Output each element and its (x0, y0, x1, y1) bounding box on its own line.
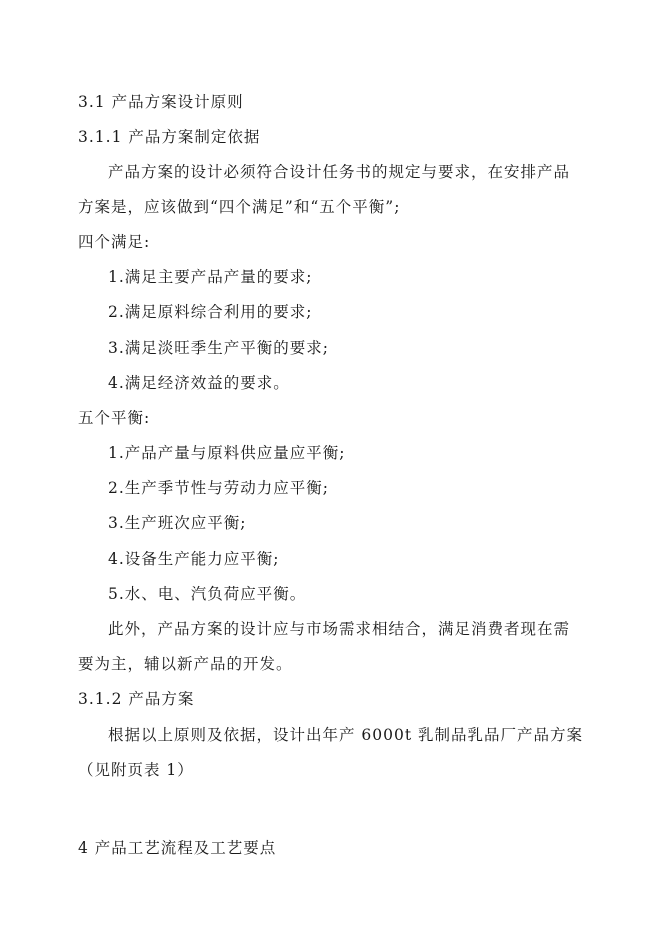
five-balance-label: 五个平衡: (78, 409, 151, 427)
list-item: 3.生产班次应平衡; (108, 514, 247, 532)
list-item: 2.满足原料综合利用的要求; (108, 303, 313, 321)
paragraph-line: 方案是，应该做到“四个满足”和“五个平衡”; (78, 198, 401, 216)
section-4-heading: 4 产品工艺流程及工艺要点 (78, 839, 277, 857)
paragraph-line: 根据以上原则及依据，设计出年产 6000t 乳制品乳品厂产品方案 (108, 726, 584, 744)
section-3-1-2-heading: 3.1.2 产品方案 (78, 690, 195, 708)
section-3-1-1-heading: 3.1.1 产品方案制定依据 (78, 128, 261, 146)
list-item: 2.生产季节性与劳动力应平衡; (108, 479, 330, 497)
paragraph-line: （见附页表 1） (78, 761, 194, 779)
list-item: 4.设备生产能力应平衡; (108, 550, 280, 568)
section-3-1-heading: 3.1 产品方案设计原则 (78, 93, 244, 111)
list-item: 1.产品产量与原料供应量应平衡; (108, 444, 346, 462)
paragraph-line: 此外，产品方案的设计应与市场需求相结合，满足消费者现在需 (108, 620, 571, 638)
paragraph-line: 要为主，辅以新产品的开发。 (78, 655, 293, 673)
list-item: 5.水、电、汽负荷应平衡。 (108, 585, 307, 603)
list-item: 4.满足经济效益的要求。 (108, 374, 290, 392)
four-satisfy-label: 四个满足: (78, 233, 151, 251)
list-item: 1.满足主要产品产量的要求; (108, 268, 313, 286)
list-item: 3.满足淡旺季生产平衡的要求; (108, 339, 330, 357)
paragraph-line: 产品方案的设计必须符合设计任务书的规定与要求，在安排产品 (108, 163, 571, 181)
